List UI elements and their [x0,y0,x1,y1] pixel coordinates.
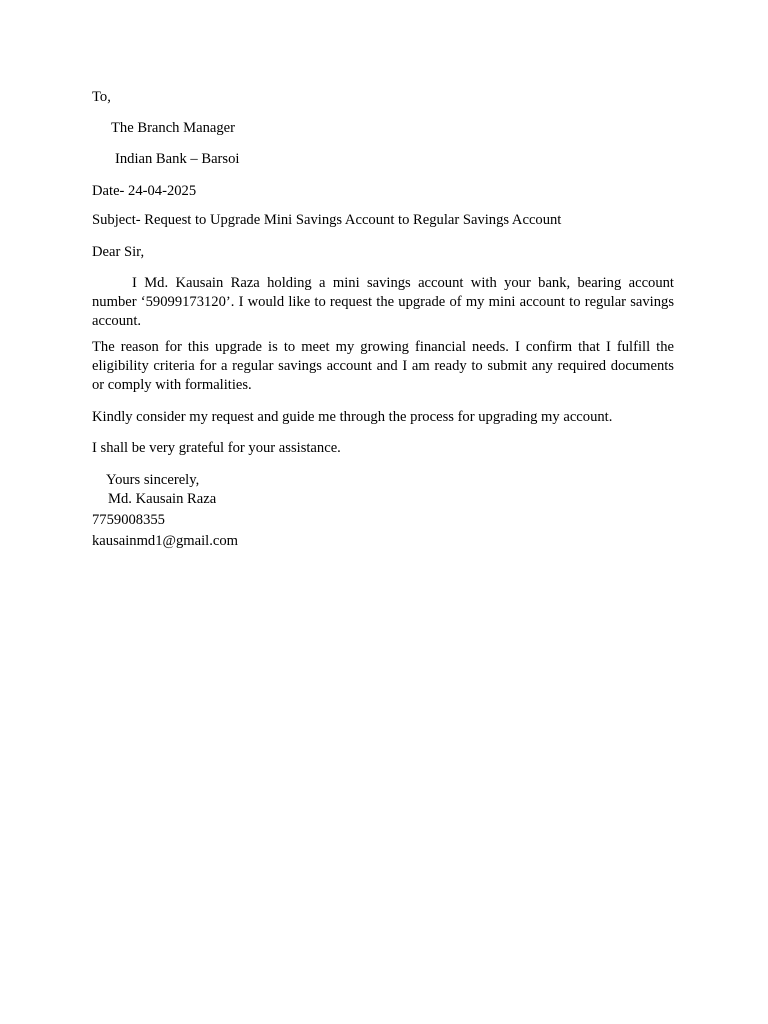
body-paragraph-1: I Md. Kausain Raza holding a mini savings account with your bank, bearing account number ‘59099173120’. I would like to request the upgrade of my mini account to regular savings account. [92,275,674,329]
sender-phone: 7759008355 [92,512,165,528]
recipient-bank: Indian Bank – Barsoi [115,151,240,167]
body-paragraph-3: Kindly consider my request and guide me through the process for upgrading my account. [92,409,613,425]
letter-date: Date- 24-04-2025 [92,183,197,199]
sender-name: Md. Kausain Raza [108,491,217,507]
body-paragraph-2: The reason for this upgrade is to meet my growing financial needs. I confirm that I fulfill the eligibility criteria for a regular savings account and I am ready to submit any required documents or comply with formalities. [92,339,674,393]
closing: Yours sincerely, [106,472,200,488]
body-paragraph-4: I shall be very grateful for your assistance. [92,440,341,456]
salutation-to: To, [92,89,111,105]
letter-subject: Subject- Request to Upgrade Mini Savings Account to Regular Savings Account [92,212,562,228]
sender-email: kausainmd1@gmail.com [92,533,238,549]
recipient-title: The Branch Manager [111,120,235,136]
greeting: Dear Sir, [92,244,145,260]
